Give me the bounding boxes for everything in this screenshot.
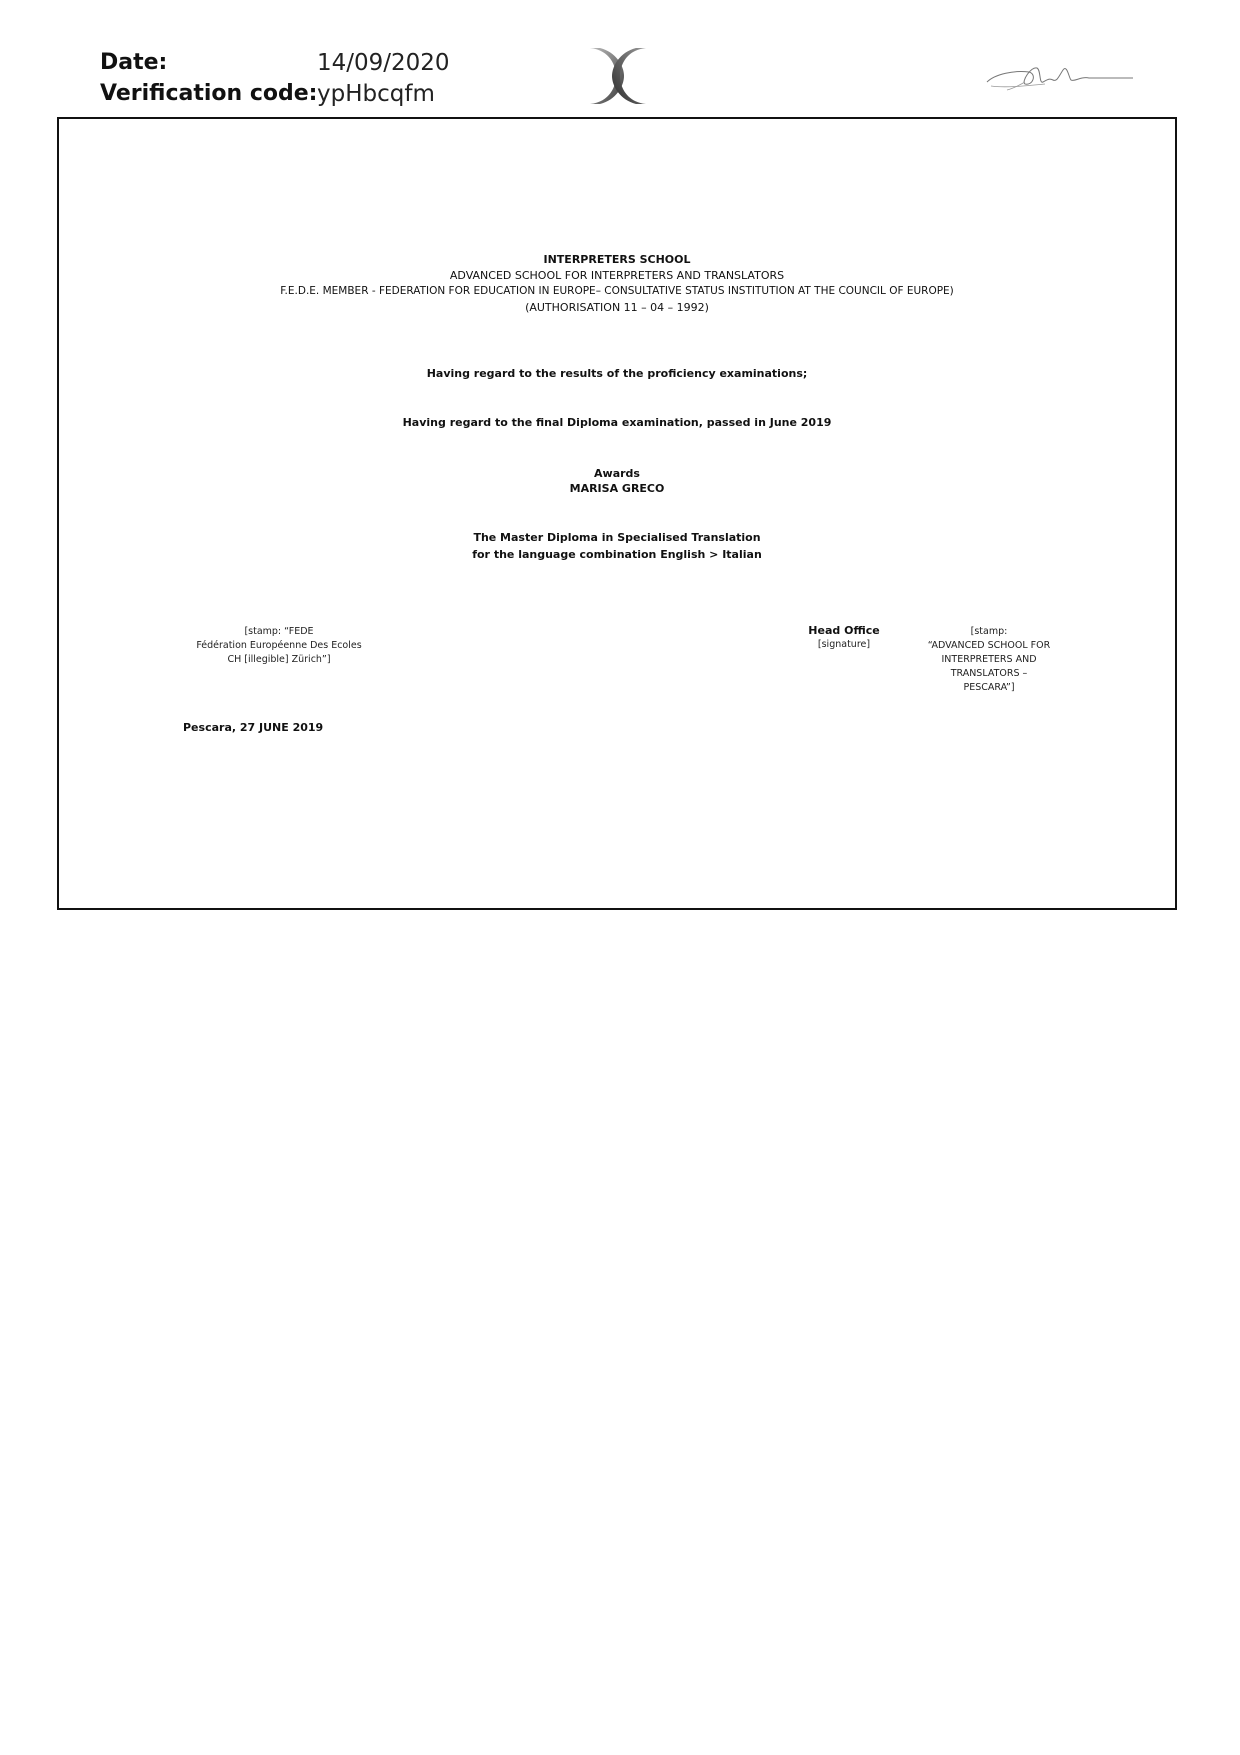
school-name: INTERPRETERS SCHOOL: [543, 253, 691, 266]
diploma-frame: [57, 117, 1177, 910]
stamp-right: [904, 625, 1074, 695]
head-office-title: Head Office: [808, 624, 880, 637]
verification-code-label: Verification code:: [100, 81, 318, 106]
stamp-right-line: [stamp:: [970, 626, 1008, 637]
place-and-date: Pescara, 27 JUNE 2019: [183, 721, 324, 734]
regard-proficiency: Having regard to the results of the proficiency examinations;: [426, 367, 808, 380]
handwritten-signature-icon: [985, 52, 1135, 96]
authorisation-line: (AUTHORISATION 11 – 04 – 1992): [525, 301, 709, 314]
awards-label: Awards: [594, 467, 640, 480]
stamp-right-line: “ADVANCED SCHOOL FOR: [927, 640, 1051, 651]
recipient-name: MARISA GRECO: [569, 482, 665, 495]
regard-final-exam: Having regard to the final Diploma examination, passed in June 2019: [402, 416, 832, 429]
date-value: 14/09/2020: [317, 50, 450, 76]
membership-line: F.E.D.E. MEMBER - FEDERATION FOR EDUCATION IN EUROPE– CONSULTATIVE STATUS INSTITUTION AT THE COUNCIL OF EUROPE): [280, 285, 954, 297]
diploma-language: for the language combination English > Italian: [472, 548, 762, 561]
stamp-right-line: TRANSLATORS –: [950, 668, 1028, 679]
stamp-right-line: PESCARA”]: [963, 682, 1015, 693]
head-office: [779, 624, 909, 652]
diploma-title: The Master Diploma in Specialised Translation: [473, 531, 761, 544]
stamp-right-line: INTERPRETERS AND: [941, 654, 1037, 665]
stamp-left-line: [stamp: “FEDE: [244, 626, 314, 637]
head-office-signature: [signature]: [817, 639, 871, 650]
school-subtitle: ADVANCED SCHOOL FOR INTERPRETERS AND TRANSLATORS: [449, 269, 785, 282]
stamp-left-line: Fédération Européenne Des Ecoles: [196, 640, 362, 651]
date-label: Date:: [100, 50, 168, 75]
x-curves-logo-icon: [586, 44, 650, 108]
stamp-left-line: CH [illegible] Zürich”]: [227, 654, 331, 665]
document-header: [0, 0, 1240, 118]
verification-code-value: ypHbcqfm: [317, 81, 435, 107]
stamp-left: [179, 625, 379, 667]
